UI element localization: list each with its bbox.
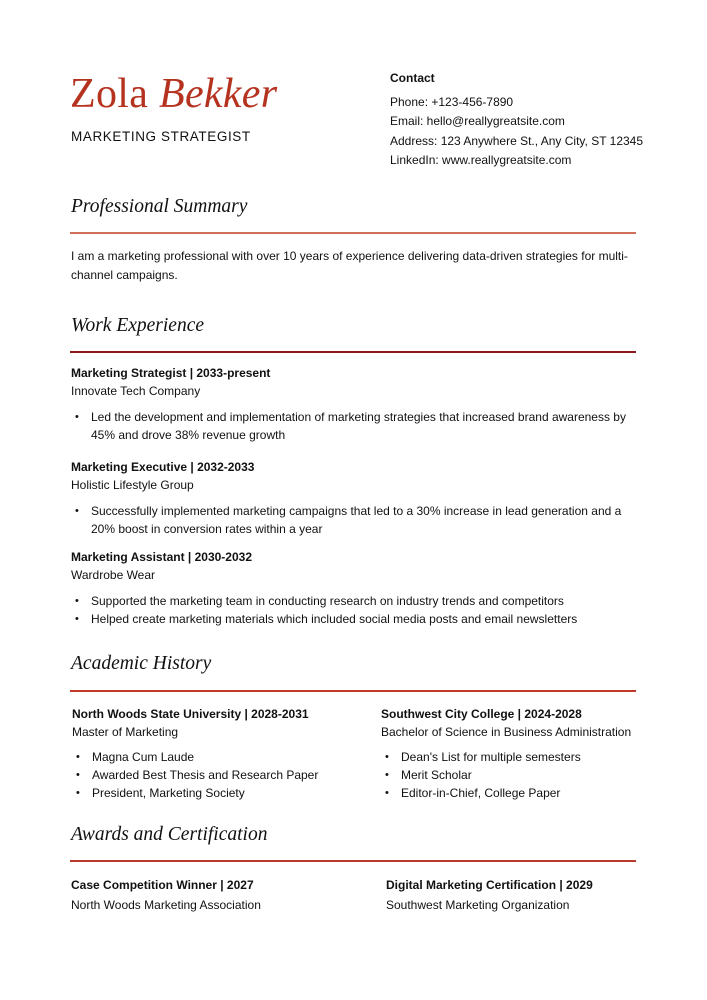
job-company: Wardrobe Wear — [71, 568, 156, 582]
divider-summary — [70, 232, 636, 234]
school-bullets — [72, 748, 372, 802]
job-role: MARKETING STRATEGIST — [71, 129, 251, 144]
job-entry — [71, 548, 637, 628]
contact-email: Email: hello@reallygreatsite.com — [390, 114, 565, 128]
school-bullet: • Awarded Best Thesis and Research Paper — [72, 766, 372, 784]
job-bullet: • Supported the marketing team in conducting research on industry trends and competitors — [71, 592, 637, 610]
job-title: Marketing Strategist | 2033-present — [71, 366, 271, 380]
school-degree: Master of Marketing — [72, 725, 179, 739]
job-company: Holistic Lifestyle Group — [71, 478, 194, 492]
school-title: North Woods State University | 2028-2031 — [72, 707, 309, 721]
school-entry — [72, 705, 372, 802]
school-bullet: • Editor-in-Chief, College Paper — [381, 784, 651, 802]
school-title: Southwest City College | 2024-2028 — [381, 707, 582, 721]
school-bullets — [381, 748, 651, 802]
school-bullet: • President, Marketing Society — [72, 784, 372, 802]
last-name: Bekker — [158, 71, 278, 117]
contact-address: Address: 123 Anywhere St., Any City, ST 12345 — [390, 133, 644, 148]
job-bullets — [71, 408, 637, 444]
job-title: Marketing Executive | 2032-2033 — [71, 460, 255, 474]
school-bullet: • Dean's List for multiple semesters — [381, 748, 651, 766]
school-bullet: • Magna Cum Laude — [72, 748, 372, 766]
award-org: Southwest Marketing Organization — [386, 898, 570, 912]
award-org: North Woods Marketing Association — [71, 898, 261, 912]
school-bullet: • Merit Scholar — [381, 766, 651, 784]
section-title-summary: Professional Summary — [71, 196, 248, 217]
candidate-name — [70, 68, 277, 120]
section-title-experience: Work Experience — [71, 315, 205, 336]
school-entry — [381, 705, 651, 802]
job-title: Marketing Assistant | 2030-2032 — [71, 550, 252, 564]
section-title-awards: Awards and Certification — [71, 824, 268, 845]
award-entry — [71, 875, 371, 915]
job-bullet: • Led the development and implementation of marketing strategies that increased brand awareness by 45% and drove 38% revenue growth — [71, 408, 637, 444]
job-entry — [71, 364, 637, 444]
divider-awards — [70, 860, 636, 862]
contact-block — [390, 69, 643, 171]
job-bullets — [71, 592, 637, 628]
divider-experience — [70, 351, 636, 353]
award-title: Digital Marketing Certification | 2029 — [386, 878, 593, 892]
job-bullet: • Helped create marketing materials which included social media posts and email newsletters — [71, 610, 637, 628]
contact-linkedin: LinkedIn: www.reallygreatsite.com — [390, 153, 572, 167]
job-bullets — [71, 502, 637, 538]
job-bullet: • Successfully implemented marketing campaigns that led to a 30% increase in lead generation and a 20% boost in conversion rates within a year — [71, 502, 637, 538]
divider-academic — [70, 690, 636, 692]
section-title-academic: Academic History — [71, 653, 212, 674]
school-degree: Bachelor of Science in Business Administration — [381, 725, 632, 739]
job-entry — [71, 458, 637, 538]
contact-title: Contact — [390, 71, 435, 85]
summary-text: I am a marketing professional with over 10 years of experience delivering data-driven strategies for multi-channel campaigns. — [71, 249, 628, 282]
contact-phone: Phone: +123-456-7890 — [390, 94, 514, 109]
award-entry — [386, 875, 656, 915]
first-name: Zola — [70, 71, 149, 117]
job-company: Innovate Tech Company — [71, 384, 201, 398]
award-title: Case Competition Winner | 2027 — [71, 878, 254, 892]
